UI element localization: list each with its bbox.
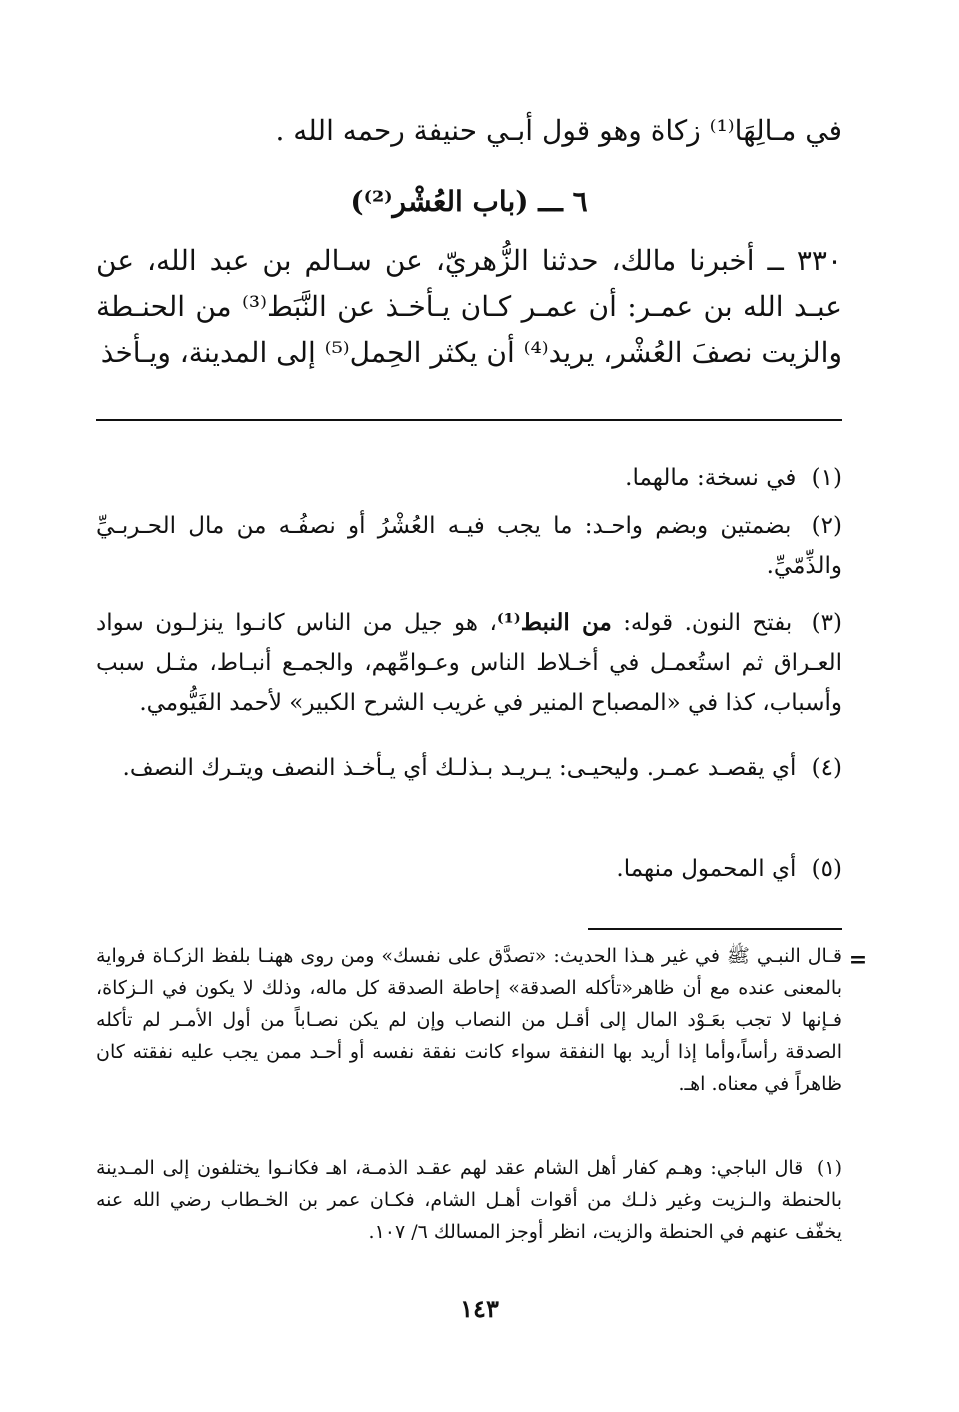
footnote-5 [96,849,842,889]
continuation-mark: = [848,947,868,973]
page-number: ١٤٣ [460,1294,499,1323]
footnote-text: بضمتين وبضم واحـد: ما يجب فيـه العُشْرُ أو نصفُـه من مال الحـربـيِّ والذِّمّيِّ. [96,513,842,579]
footnote-text: في نسخة: مالهما. [625,465,797,491]
footnote-number: (٢) [811,513,842,539]
footnote-divider [96,419,842,421]
footnote-text: أي المحمول منهما. [616,856,797,882]
intro-text: في مـالِهَا⁽¹⁾ زكاة وهو قول أبـي حنيفة رحمه الله . [275,114,842,147]
footnote-number: (١) [816,1157,842,1179]
footnote-number: (١) [811,465,842,491]
footnote-text: أي يقصـد عمـر. وليحيـى: يـريـد بـذلـك أي يـأخـذ النصف ويتـرك النصف. [122,755,797,781]
footnote-1 [96,458,842,498]
footnote-text-after: ، هو جيل من الناس كانـوا ينزلـون سواد العـراق ثم استُعمـل في أخـلاط الناس وعـوامِّهم، والجمـع أنبـاط، مثـل سبب وأسباب، كذا في «المصباح المنير في غريب الشرح الكبير» لأحمد الفَيُّومي. [96,610,842,716]
footnote-number: (٤) [811,755,842,781]
continued-note: قـال النبـي ﷺ في غير هـذا الحديث: «تصدَّق على نفسك» ومن روى ههنـا بلفظ الزكـاة فرواية بالمعنى عنده مع أن ظاهر«تأكله الصدقة» إحاطة الصدقة كل ماله، وذلك لا يكون في الـزكاة، فـإنها لا تجب بعَـوْد المال إلى أقـل من النصاب وإن لم يكن نصـاباً من أول الأمـر لم تأكله الصدقة رأساً،وأما إذا أريد بها النفقة سواء كانت نفقة نفسه أو أحـد ممن يجب عليه نفقته كان ظاهراً في معناه. اهـ. [96,945,842,1095]
footnote-text-before: بفتح النون. قوله: [623,610,793,636]
sub-footnote-divider [588,928,842,930]
sub-footnote-1 [96,1152,842,1248]
footnote-number: (٣) [811,610,842,636]
hadith-text: ٣٣٠ ــ أخبرنا مالك، حدثنا الزُّهريّ، عن سـالم بن عبد الله، عن عبـد الله بن عمـر: أن عمـر كـان يـأخـذ عن النَّبَط⁽³⁾ من الحنـطة والزيت نصفَ العُشْر، يريد⁽⁴⁾ أن يكثر الحِمل⁽⁵⁾ إلى المدينة، ويـأخذ [96,244,842,369]
footnote-number: (٥) [811,856,842,882]
footnote-2 [96,506,842,586]
footnote-text: قال الباجي: وهـم كفار أهل الشام عقد لهم عقـد الذمـة، اهـ فكانـوا يختلفون إلى المـدينة بالحنطة والـزيت وغير ذلـك من أقوات أهـل الشام، فكـان عمر بن الخـطاب رضي الله عنه يخفّف عنهم في الحنطة والزيت، انظر أوجز المسالك ٦/ ١٠٧. [96,1157,842,1243]
footnote-3 [96,603,842,723]
chapter-heading: ٦ ـــ (باب العُشْر⁽²⁾) [350,185,588,218]
footnote-4 [96,748,842,788]
footnote-bold-term: من النبط⁽¹⁾ [496,609,612,636]
